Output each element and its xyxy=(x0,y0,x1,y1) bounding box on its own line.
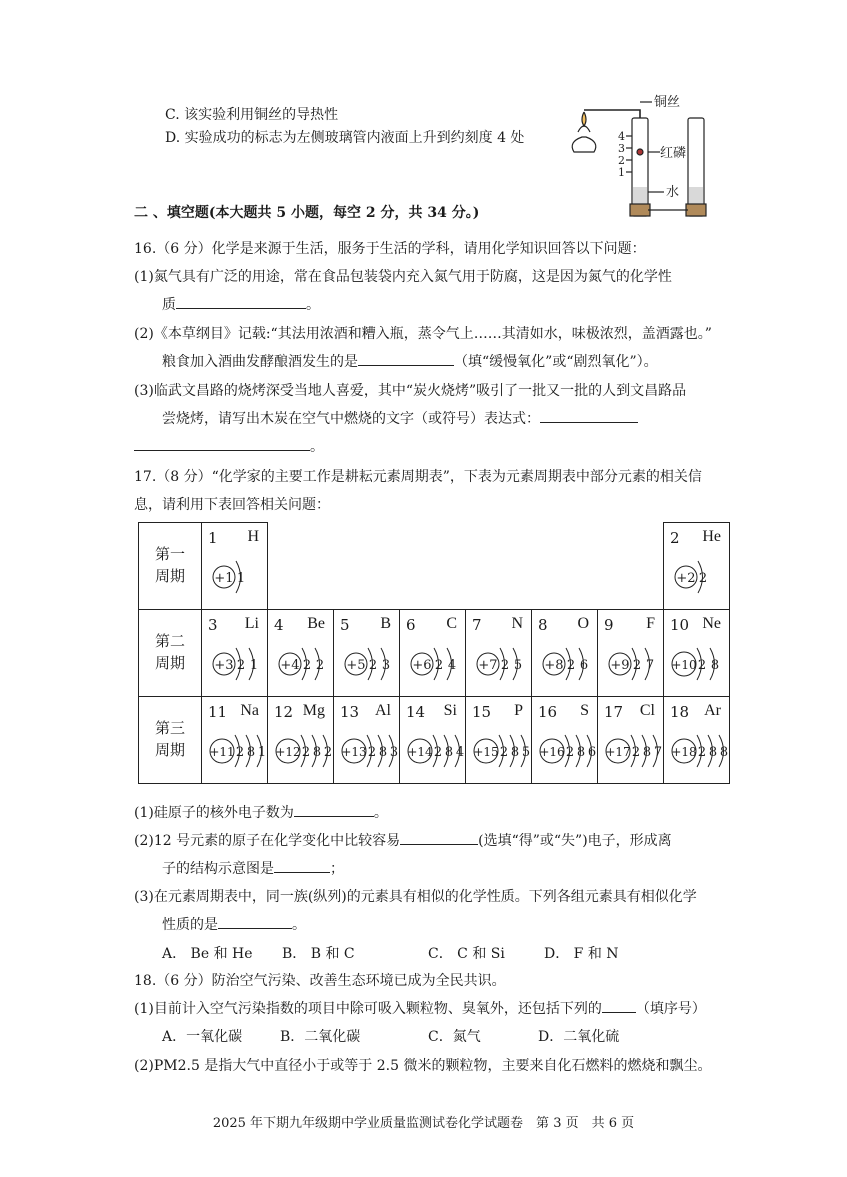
shell-electron-count: 2 xyxy=(500,658,510,673)
atomic-number: 2 xyxy=(670,529,680,547)
q17-p2-line1: (2)12 号元素的原子在化学变化中比较容易 (选填“得”或“失”)电子，形成离 xyxy=(134,830,672,850)
q17-p1: (1)硅原子的核外电子数为 。 xyxy=(134,802,388,822)
shell-electron-count: 8 xyxy=(246,745,256,760)
scale-4: 4 xyxy=(618,130,625,143)
q18-stem: 18.（6 分）防治空气污染、改善生态环境已成为全民共识。 xyxy=(134,973,506,989)
element-cell xyxy=(334,697,400,784)
nucleus-charge: +17 xyxy=(605,745,631,759)
nucleus-charge: +9 xyxy=(610,658,630,673)
atomic-number: 18 xyxy=(670,703,690,721)
atom-structure-diagram xyxy=(602,729,664,773)
empty-cell xyxy=(268,523,334,610)
element-symbol: Mg xyxy=(302,702,325,719)
q18-p1: (1)目前计入空气污染指数的项目中除可吸入颗粒物、臭氧外，还包括下列的 （填序号） xyxy=(134,998,706,1018)
nucleus-charge: +12 xyxy=(275,745,301,759)
element-symbol: Ne xyxy=(702,615,721,632)
q18-option-c[interactable]: C．氮气 xyxy=(428,1029,481,1045)
element-symbol: B xyxy=(380,615,391,632)
shell-electron-count: 2 xyxy=(367,745,377,760)
atom-structure-diagram xyxy=(536,729,598,773)
element-cell xyxy=(466,610,532,697)
water-label: 水 xyxy=(666,185,680,200)
nucleus-charge: +11 xyxy=(209,745,235,759)
atom-structure-diagram xyxy=(536,642,598,686)
atom-structure-diagram xyxy=(668,555,730,599)
shell-electron-count: 8 xyxy=(312,745,322,760)
q17-option-b[interactable]: B． B 和 C xyxy=(282,946,355,962)
element-cell xyxy=(532,610,598,697)
shell-electron-count: 2 xyxy=(434,658,444,673)
nucleus-charge: +1 xyxy=(214,571,234,586)
shell-electron-count: 1 xyxy=(236,571,246,586)
option-c: C. 该实验利用铜丝的导热性 xyxy=(165,107,339,123)
empty-cell xyxy=(334,523,400,610)
alcohol-lamp-icon xyxy=(572,137,596,152)
q17-option-d[interactable]: D． F 和 N xyxy=(544,946,619,962)
shell-electron-count: 2 xyxy=(632,658,642,673)
shell-electron-count: 7 xyxy=(653,745,663,760)
element-cell xyxy=(400,610,466,697)
atomic-number: 10 xyxy=(670,616,690,634)
q17-p3-line1: (3)在元素周期表中，同一族(纵列)的元素具有相似的化学性质。下列各组元素具有相似化学 xyxy=(134,889,697,905)
atomic-number: 4 xyxy=(274,616,284,634)
atom-structure-diagram xyxy=(668,729,730,773)
atom-structure-diagram xyxy=(206,555,268,599)
element-cell xyxy=(400,697,466,784)
shell-electron-count: 8 xyxy=(710,658,720,673)
shell-electron-count: 2 xyxy=(697,745,707,760)
atomic-number: 11 xyxy=(208,703,228,721)
q18-option-b[interactable]: B．二氧化碳 xyxy=(280,1029,361,1045)
atomic-number: 12 xyxy=(274,703,294,721)
shell-electron-count: 2 xyxy=(697,658,707,673)
atomic-number: 5 xyxy=(340,616,350,634)
section-title: 二 、填空题(本大题共 5 小题，每空 2 分，共 34 分。) xyxy=(134,205,480,221)
nucleus-charge: +14 xyxy=(407,745,433,759)
atom-structure-diagram xyxy=(404,729,466,773)
atomic-number: 13 xyxy=(340,703,360,721)
atom-structure-diagram xyxy=(470,642,532,686)
shell-electron-count: 5 xyxy=(513,658,523,673)
shell-electron-count: 2 xyxy=(323,745,333,760)
empty-cell xyxy=(466,523,532,610)
element-symbol: Cl xyxy=(639,702,655,719)
shell-electron-count: 1 xyxy=(257,745,267,760)
shell-electron-count: 4 xyxy=(455,745,465,760)
shell-electron-count: 2 xyxy=(302,658,312,673)
atomic-number: 3 xyxy=(208,616,218,634)
element-symbol: F xyxy=(646,615,655,632)
shell-electron-count: 4 xyxy=(447,658,457,673)
element-symbol: Be xyxy=(307,615,325,632)
shell-electron-count: 6 xyxy=(587,745,597,760)
element-cell xyxy=(532,697,598,784)
answer-blank[interactable] xyxy=(602,998,636,1013)
q18-option-a[interactable]: A．一氧化碳 xyxy=(162,1029,243,1045)
atomic-number: 8 xyxy=(538,616,548,634)
empty-cell xyxy=(598,523,664,610)
answer-blank[interactable] xyxy=(400,830,478,845)
nucleus-charge: +7 xyxy=(478,658,498,673)
q16-p2-line1: (2)《本草纲目》记载:“其法用浓酒和糟入瓶，蒸令气上……其清如水，味极浓烈，盖酒露也。” xyxy=(134,326,712,342)
shell-electron-count: 6 xyxy=(579,658,589,673)
answer-blank[interactable] xyxy=(134,436,310,451)
shell-electron-count: 8 xyxy=(378,745,388,760)
atomic-number: 17 xyxy=(604,703,624,721)
shell-electron-count: 8 xyxy=(708,745,718,760)
element-symbol: H xyxy=(247,528,259,545)
phosphorus-label: 红磷 xyxy=(660,146,687,161)
q18-p2: (2)PM2.5 是指大气中直径小于或等于 2.5 微米的颗粒物，主要来自化石燃料的燃烧和飘尘。 xyxy=(134,1058,712,1074)
element-cell xyxy=(598,610,664,697)
period-header: 第三 周期 xyxy=(139,697,202,784)
q17-option-c[interactable]: C． C 和 Si xyxy=(428,946,505,962)
shell-electron-count: 2 xyxy=(236,658,246,673)
shell-electron-count: 2 xyxy=(499,745,509,760)
element-cell xyxy=(664,610,730,697)
element-symbol: O xyxy=(577,615,589,632)
nucleus-charge: +6 xyxy=(412,658,432,673)
period-header: 第二 周期 xyxy=(139,610,202,697)
atomic-number: 15 xyxy=(472,703,492,721)
atom-structure-diagram xyxy=(470,729,532,773)
shell-electron-count: 3 xyxy=(381,658,391,673)
shell-electron-count: 8 xyxy=(510,745,520,760)
q16-p1-line1: (1)氮气具有广泛的用途，常在食品包装袋内充入氮气用于防腐，这是因为氮气的化学性 xyxy=(134,269,672,285)
atom-structure-diagram xyxy=(272,642,334,686)
nucleus-charge: +15 xyxy=(473,745,499,759)
scale-3: 3 xyxy=(618,142,625,155)
shell-electron-count: 2 xyxy=(433,745,443,760)
empty-cell xyxy=(400,523,466,610)
element-symbol: Si xyxy=(443,702,457,719)
atomic-number: 6 xyxy=(406,616,416,634)
shell-electron-count: 8 xyxy=(642,745,652,760)
nucleus-charge: +10 xyxy=(671,658,697,672)
answer-blank[interactable] xyxy=(176,294,306,309)
shell-electron-count: 8 xyxy=(444,745,454,760)
element-symbol: Li xyxy=(244,615,259,632)
element-symbol: S xyxy=(580,702,589,719)
answer-blank[interactable] xyxy=(218,914,292,929)
element-cell xyxy=(598,697,664,784)
empty-cell xyxy=(532,523,598,610)
element-cell xyxy=(466,697,532,784)
shell-electron-count: 8 xyxy=(719,745,729,760)
element-cell xyxy=(202,610,268,697)
shell-electron-count: 2 xyxy=(698,571,708,586)
scale-2: 2 xyxy=(618,154,625,167)
answer-blank[interactable] xyxy=(358,351,454,366)
element-cell xyxy=(334,610,400,697)
atom-structure-diagram xyxy=(404,642,466,686)
atomic-number: 9 xyxy=(604,616,614,634)
atom-structure-diagram xyxy=(206,729,268,773)
shell-electron-count: 7 xyxy=(645,658,655,673)
atom-structure-diagram xyxy=(602,642,664,686)
shell-electron-count: 2 xyxy=(315,658,325,673)
page-footer: 2025 年下期九年级期中学业质量监测试卷化学试题卷 第 3 页 共 6 页 xyxy=(212,1116,635,1131)
atomic-number: 1 xyxy=(208,529,218,547)
q16-stem: 16.（6 分）化学是来源于生活，服务于生活的学科，请用化学知识回答以下问题： xyxy=(134,241,646,257)
nucleus-charge: +2 xyxy=(676,571,696,586)
periodic-table xyxy=(138,522,730,784)
nucleus-charge: +5 xyxy=(346,658,366,673)
atom-structure-diagram xyxy=(338,642,400,686)
q18-option-d[interactable]: D．二氧化硫 xyxy=(538,1029,620,1045)
shell-electron-count: 8 xyxy=(576,745,586,760)
q17-p2-line2: 子的结构示意图是 ； xyxy=(162,858,344,878)
atom-structure-diagram xyxy=(668,642,730,686)
shell-electron-count: 1 xyxy=(249,658,259,673)
element-cell xyxy=(202,697,268,784)
answer-blank[interactable] xyxy=(274,858,330,873)
element-cell xyxy=(268,610,334,697)
q17-p3-line2: 性质的是 。 xyxy=(162,914,306,934)
scale-1: 1 xyxy=(618,166,625,179)
element-symbol: Al xyxy=(375,702,391,719)
q16-p3-line1: (3)临武文昌路的烧烤深受当地人喜爱，其中“炭火烧烤”吸引了一批又一批的人到文昌路品 xyxy=(134,383,687,399)
atom-structure-diagram xyxy=(338,729,400,773)
nucleus-charge: +8 xyxy=(544,658,564,673)
shell-electron-count: 3 xyxy=(389,745,399,760)
element-symbol: C xyxy=(446,615,457,632)
element-cell xyxy=(202,523,268,610)
nucleus-charge: +18 xyxy=(671,745,697,759)
copper-label: 铜丝 xyxy=(654,95,681,110)
q16-p2-line2: 粮食加入酒曲发酵酿酒发生的是 （填“缓慢氧化”或“剧烈氧化”）。 xyxy=(162,351,658,371)
period-header: 第一 周期 xyxy=(139,523,202,610)
shell-electron-count: 2 xyxy=(301,745,311,760)
answer-blank[interactable] xyxy=(294,802,374,817)
atomic-number: 16 xyxy=(538,703,558,721)
atomic-number: 14 xyxy=(406,703,426,721)
element-cell xyxy=(268,697,334,784)
nucleus-charge: +16 xyxy=(539,745,565,759)
shell-electron-count: 2 xyxy=(631,745,641,760)
shell-electron-count: 2 xyxy=(235,745,245,760)
q17-stem-line2: 息，请利用下表回答相关问题： xyxy=(134,497,330,513)
apparatus-figure xyxy=(560,92,720,222)
nucleus-charge: +3 xyxy=(214,658,234,673)
nucleus-charge: +4 xyxy=(280,658,300,673)
q16-p1-line2: 质 。 xyxy=(162,294,320,314)
shell-electron-count: 5 xyxy=(521,745,531,760)
q17-stem-line1: 17.（8 分）“化学家的主要工作是耕耘元素周期表”，下表为元素周期表中部分元素的相关信 xyxy=(134,469,702,485)
element-symbol: P xyxy=(514,702,523,719)
nucleus-charge: +13 xyxy=(341,745,367,759)
shell-electron-count: 2 xyxy=(368,658,378,673)
element-symbol: N xyxy=(511,615,523,632)
element-symbol: Ar xyxy=(704,702,721,719)
atom-structure-diagram xyxy=(272,729,334,773)
answer-blank[interactable] xyxy=(540,408,638,423)
q16-p3-line3: 。 xyxy=(134,436,324,456)
atomic-number: 7 xyxy=(472,616,482,634)
element-cell xyxy=(664,523,730,610)
element-symbol: He xyxy=(702,528,721,545)
atom-structure-diagram xyxy=(206,642,268,686)
q16-p3-line2: 尝烧烤，请写出木炭在空气中燃烧的文字（或符号）表达式： xyxy=(162,408,638,428)
element-symbol: Na xyxy=(240,702,259,719)
element-cell xyxy=(664,697,730,784)
q17-option-a[interactable]: A． Be 和 He xyxy=(162,946,253,962)
shell-electron-count: 2 xyxy=(565,745,575,760)
shell-electron-count: 2 xyxy=(566,658,576,673)
option-d: D. 实验成功的标志为左侧玻璃管内液面上升到约刻度 4 处 xyxy=(165,130,525,146)
